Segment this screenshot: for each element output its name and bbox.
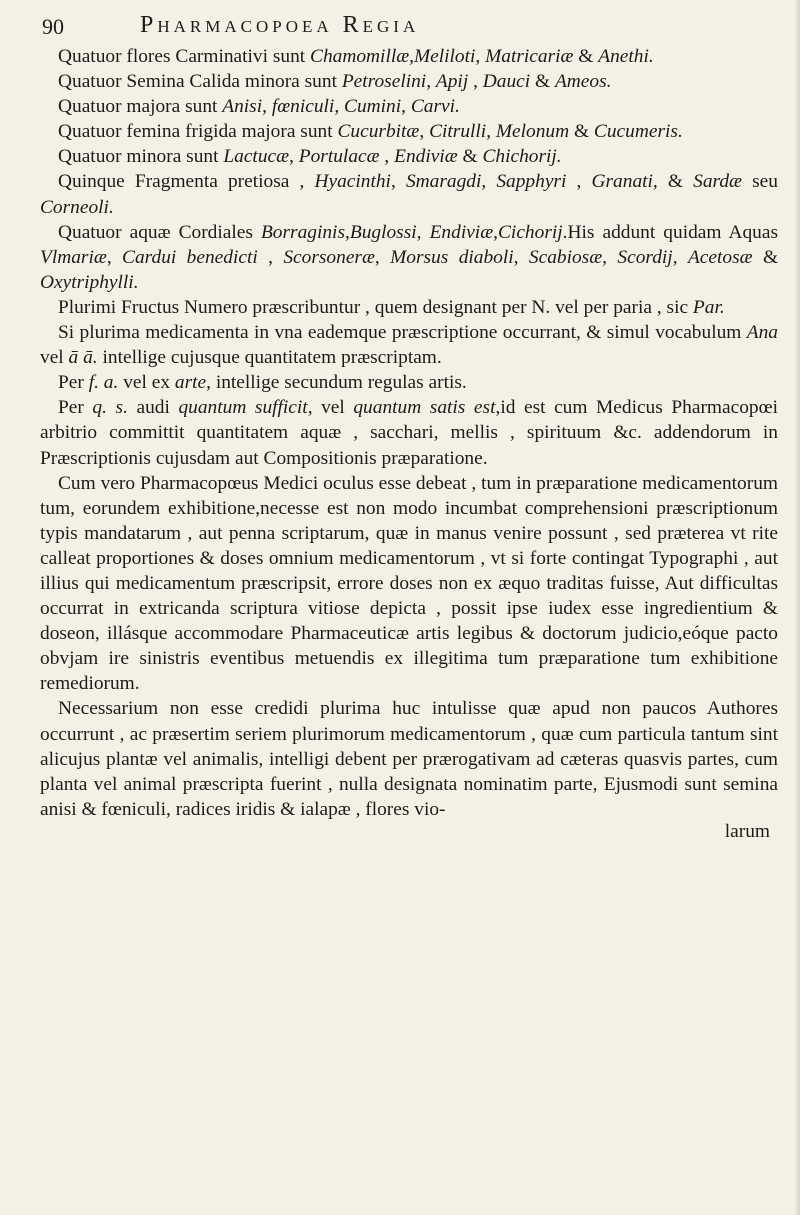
text-run: vel ex — [118, 372, 175, 394]
italic-term: Acetosæ — [687, 246, 753, 268]
italic-term: Buglossi — [349, 221, 417, 243]
italic-term: Lactucæ — [223, 146, 290, 168]
body-text — [40, 44, 778, 822]
text-run: & — [569, 121, 594, 143]
italic-term: fœniculi — [271, 96, 335, 118]
italic-term: Morsus diaboli — [390, 246, 514, 268]
text-run: , — [426, 71, 436, 93]
italic-term: Borraginis — [260, 221, 345, 243]
text-run: & — [573, 46, 599, 67]
italic-term: Cichorij — [498, 221, 563, 243]
text-run: , — [257, 246, 284, 268]
text-run: , — [493, 221, 498, 243]
text-run: , & — [652, 171, 694, 193]
text-run: , — [468, 71, 483, 93]
text-run: , — [486, 121, 496, 143]
text-run: Quinque Fragmenta pretiosa , — [58, 171, 315, 193]
italic-term: Par. — [692, 296, 725, 318]
text-run: , — [602, 246, 618, 268]
text-run: , intellige secundum regulas artis. — [206, 372, 467, 394]
paragraph — [40, 144, 778, 169]
italic-term: Sapphyri — [496, 171, 567, 193]
text-run: , — [401, 96, 411, 118]
italic-term: Vlmariæ — [40, 246, 107, 268]
text-run: Per — [58, 397, 93, 419]
italic-term: Scordij — [617, 246, 673, 268]
text-run: Si plurima medicamenta in vna eademque præscriptione occurrant, & simul vocabulum — [58, 322, 747, 344]
text-run: , — [374, 246, 391, 268]
text-run: Quatuor majora sunt — [58, 96, 223, 118]
italic-term: Apij — [435, 71, 469, 93]
text-run: , vel — [307, 397, 354, 419]
italic-term: quantum satis est — [353, 397, 496, 419]
text-run: Quatuor Semina Calida minora sunt — [58, 71, 342, 93]
paragraph — [40, 696, 778, 821]
italic-term: Ana — [746, 322, 778, 344]
italic-term: Ameos. — [554, 71, 612, 93]
paragraph — [40, 169, 778, 219]
italic-term: Matricariæ — [485, 46, 574, 67]
italic-term: Cucurbitæ — [337, 121, 420, 143]
text-run: , — [419, 121, 430, 143]
italic-term: Anisi — [222, 96, 263, 118]
text-run: , — [379, 146, 395, 168]
italic-term: Sardæ — [693, 171, 742, 193]
page-header — [40, 10, 778, 40]
text-run: & — [530, 71, 555, 93]
text-run: intellige cujusque quantitatem præscriptam. — [97, 347, 442, 369]
text-run: , — [334, 96, 345, 118]
text-run: Quatuor femina frigida majora sunt — [58, 121, 338, 143]
italic-term: Endiviæ — [429, 221, 494, 243]
text-run: & — [752, 246, 779, 268]
text-run: Necessarium non esse credidi plurima huc intulisse quæ apud non paucos Authores occurrunt , ac præsertim seriem plurimorum medicamentorum , quæ cum particula tantum sint alicujus plantæ vel animalis, intelligi debent per prærogativam ad cæteras quasvis partes, cum planta vel animal præscripta fuerint , nulla designata nominatim parte, Ejusmodi sunt semina anisi & fœniculi, radices iridis & ialapæ , flores vio- — [40, 698, 778, 820]
paragraph — [40, 220, 778, 295]
text-run: audi — [127, 397, 179, 419]
italic-term: Hyacinthi — [314, 171, 391, 193]
italic-term: Oxytriphylli. — [40, 271, 139, 293]
paragraph — [40, 94, 778, 119]
italic-term: Chichorij. — [482, 146, 562, 168]
paragraph — [40, 395, 778, 470]
catchword: larum — [724, 820, 770, 842]
text-run: , — [416, 221, 430, 243]
text-run: ,id est cum Medicus Pharmacopœi arbitrio committit quantitatem aquæ , sacchari, mellis , spirituum &c. addendorum in Præscriptionis cujusdam aut Compositionis præparatione. — [40, 397, 778, 469]
text-run: , — [345, 221, 350, 243]
italic-term: Cucumeris. — [593, 121, 683, 143]
italic-term: Portulacæ — [298, 146, 380, 168]
paragraph — [40, 471, 778, 697]
text-run: Quatuor flores Carminativi sunt — [58, 46, 311, 67]
italic-term: quantum sufficit — [178, 397, 308, 419]
text-run: Plurimi Fructus Numero præscribuntur , quem designant per N. vel per paria , sic — [58, 296, 693, 318]
italic-term: Endiviæ — [394, 146, 458, 168]
text-run: & — [457, 146, 483, 168]
italic-term: Melonum — [495, 121, 570, 143]
italic-term: arte — [174, 372, 207, 394]
italic-term: Chamomillæ,Meliloti — [310, 46, 476, 67]
italic-term: Scorsoneræ — [283, 246, 375, 268]
paragraph — [40, 320, 778, 370]
italic-term: Dauci — [482, 71, 531, 93]
italic-term: Anethi. — [598, 46, 654, 67]
text-run: seu — [741, 171, 778, 193]
italic-term: Corneoli. — [40, 196, 114, 218]
italic-term: f. a. — [88, 372, 119, 394]
text-run: , — [513, 246, 529, 268]
text-run: , — [262, 96, 272, 118]
paragraph — [40, 69, 778, 94]
text-run: .His addunt quidam Aquas — [562, 221, 778, 243]
text-run: , — [566, 171, 592, 193]
text-run: Quatuor minora sunt — [58, 146, 224, 168]
paragraph — [40, 119, 778, 144]
italic-term: Petroselini — [341, 71, 427, 93]
italic-term: Scabiosæ — [528, 246, 603, 268]
page-edge-shadow — [794, 0, 800, 1215]
text-run: Quatuor aquæ Cordiales — [58, 221, 261, 243]
italic-term: Cardui benedicti — [122, 246, 258, 268]
paragraph — [40, 44, 778, 69]
running-head: Pharmacopoea Regia — [140, 12, 420, 38]
text-run: , — [390, 171, 406, 193]
italic-term: Carvi. — [410, 96, 460, 118]
text-run: vel — [40, 347, 69, 369]
text-run: , — [672, 246, 688, 268]
italic-term: Cumini — [344, 96, 402, 118]
paragraph — [40, 295, 778, 320]
text-run: , — [481, 171, 497, 193]
text-run: , — [289, 146, 299, 168]
italic-term: Citrulli — [429, 121, 487, 143]
text-run: Per — [58, 372, 89, 394]
text-run: , — [475, 46, 486, 67]
text-run: Cum vero Pharmacopœus Medici oculus esse debeat , tum in præparatione medicamentorum tum, eorundem exhibitione,necesse est non modo incumbat comprehensioni præscriptionum typis mandatarum , aut penna scriptarum, quæ in manus venire possunt , sed præterea vt rite calleat proportiones & doses omnium medicamentorum , vt si forte contingat Typographi , aut illius qui medicamentum præscripsit, errore doses non ex æquo traditas fuisse, Aut difficultas occurrat in extricanda scriptura vitiose depicta , possit ipse iudex esse ingredientium & doseon, illásque accommodare Pharmaceuticæ artis legibus & doctorum judicio,eóque pacto obvjam ire sinistris eventibus metuendis ex illegitima tum præparatione tum exhibitione remediorum. — [40, 472, 778, 695]
page-number: 90 — [42, 14, 64, 39]
italic-term: ā ā. — [68, 347, 98, 369]
italic-term: Smaragdi — [405, 171, 482, 193]
text-run: , — [106, 246, 123, 268]
paragraph — [40, 370, 778, 395]
italic-term: Granati — [591, 171, 653, 193]
italic-term: q. s. — [92, 397, 128, 419]
